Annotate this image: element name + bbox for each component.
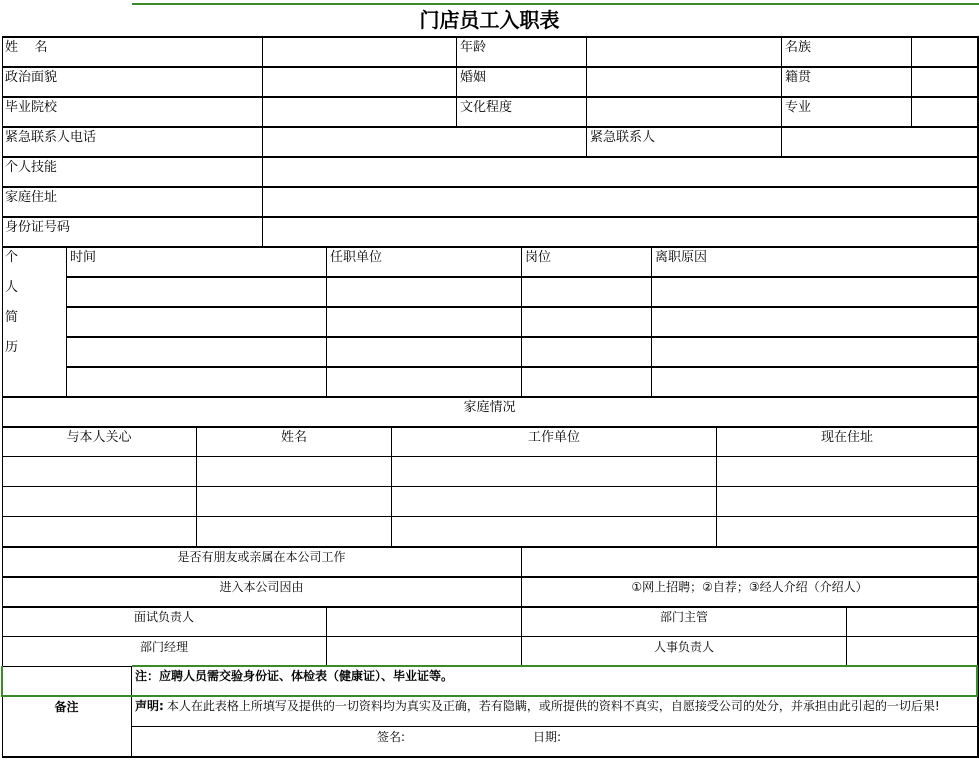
- grid-line: [2, 576, 979, 578]
- resume-header-employer: 任职单位: [330, 250, 383, 265]
- emergency-contact-label: 紧急联系人: [590, 130, 656, 145]
- join-reason-label: 进入本公司因由: [219, 580, 304, 594]
- name-input[interactable]: [263, 38, 456, 66]
- resume-side-label-3: 简: [5, 310, 19, 325]
- grid-line: [2, 36, 3, 758]
- remarks-label: 备注: [54, 700, 79, 714]
- grid-line: [326, 606, 327, 666]
- name-label: 姓 名: [5, 40, 48, 55]
- emergency-contact-input[interactable]: [782, 128, 977, 156]
- political-status-input[interactable]: [263, 68, 456, 96]
- grid-line: [66, 246, 67, 398]
- family-header-address: 现在住址: [820, 430, 873, 445]
- grid-line: [846, 606, 847, 666]
- school-label: 毕业院校: [5, 100, 58, 115]
- family-header-relation: 与本人关心: [66, 430, 132, 445]
- department-manager-input[interactable]: [327, 638, 521, 666]
- resume-header-leave-reason: 离职原因: [655, 250, 708, 265]
- grid-line: [326, 246, 327, 398]
- grid-line: [651, 246, 652, 398]
- selection-border: [1, 695, 132, 697]
- grid-line: [2, 66, 979, 68]
- grid-line: [66, 306, 979, 308]
- grid-line: [391, 426, 392, 548]
- grid-line: [2, 186, 979, 188]
- id-number-input[interactable]: [263, 218, 977, 246]
- marriage-input[interactable]: [587, 68, 781, 96]
- grid-line: [781, 36, 782, 158]
- grid-line: [2, 246, 979, 248]
- hr-label: 人事负责人: [653, 640, 714, 654]
- major-label: 专业: [785, 100, 812, 115]
- grid-line: [131, 666, 132, 758]
- grid-line: [456, 36, 457, 128]
- form-title: 门店员工入职表: [419, 8, 560, 32]
- grid-line: [2, 666, 132, 667]
- address-input[interactable]: [263, 188, 977, 216]
- resume-side-label-2: 人: [5, 280, 19, 295]
- grid-line: [196, 426, 197, 548]
- grid-line: [2, 756, 979, 758]
- grid-line: [66, 366, 979, 368]
- grid-line: [132, 726, 979, 727]
- grid-line: [586, 36, 587, 158]
- hr-input[interactable]: [847, 638, 977, 666]
- join-reason-options: ①网上招聘；②自荐；③经人介绍（介绍人）: [631, 580, 868, 594]
- address-label: 家庭住址: [5, 190, 58, 205]
- skills-label: 个人技能: [5, 160, 58, 175]
- school-input[interactable]: [263, 98, 456, 126]
- selection-border: [132, 665, 978, 667]
- political-status-label: 政治面貌: [5, 70, 58, 85]
- signature-label: 签名:: [377, 730, 406, 744]
- selection-top-border: [132, 3, 979, 5]
- resume-side-label-1: 个: [5, 250, 19, 265]
- id-number-label: 身份证号码: [5, 220, 71, 235]
- statement-text: 本人在此表格上所填写及提供的一切资料均为真实及正确，若有隐瞒，或所提供的资料不真实，自愿接受公司的处分，并承担由此引起的一切后果!: [166, 699, 940, 713]
- resume-side-label-4: 历: [5, 340, 19, 355]
- selection-border: [132, 695, 978, 697]
- ethnicity-label: 名族: [785, 40, 812, 55]
- relatives-answer-input[interactable]: [522, 548, 977, 576]
- grid-line: [2, 396, 979, 398]
- grid-line: [2, 546, 979, 548]
- statement-label: 声明:: [135, 699, 164, 713]
- grid-line: [2, 636, 979, 637]
- resume-header-position: 岗位: [525, 250, 552, 265]
- family-section-title: 家庭情况: [463, 400, 516, 415]
- age-input[interactable]: [587, 38, 781, 66]
- department-manager-label: 部门经理: [139, 640, 188, 654]
- emergency-phone-label: 紧急联系人电话: [5, 130, 97, 145]
- grid-line: [66, 336, 979, 338]
- grid-line: [2, 606, 979, 608]
- emergency-phone-input[interactable]: [263, 128, 586, 156]
- grid-line: [262, 36, 263, 248]
- native-place-label: 籍贯: [785, 70, 812, 85]
- ethnicity-input[interactable]: [912, 38, 977, 66]
- supervisor-label: 部门主管: [659, 610, 708, 624]
- grid-line: [66, 276, 979, 278]
- grid-line: [521, 246, 522, 398]
- family-header-workplace: 工作单位: [527, 430, 580, 445]
- date-label: 日期:: [533, 730, 562, 744]
- grid-line: [716, 426, 717, 548]
- supervisor-input[interactable]: [847, 608, 977, 636]
- grid-line: [2, 36, 979, 38]
- remarks-statement: [132, 696, 977, 716]
- grid-line: [2, 126, 979, 128]
- major-input[interactable]: [912, 98, 977, 126]
- grid-line: [2, 156, 979, 158]
- grid-line: [911, 36, 912, 128]
- marriage-label: 婚姻: [460, 70, 487, 85]
- selection-border: [976, 665, 978, 697]
- grid-line: [521, 546, 522, 666]
- grid-line: [2, 96, 979, 98]
- grid-line: [2, 486, 979, 487]
- relatives-question-label: 是否有朋友或亲属在本公司工作: [177, 550, 346, 564]
- grid-line: [2, 516, 979, 517]
- grid-line: [2, 426, 979, 428]
- selection-border: [1, 666, 3, 697]
- education-label: 文化程度: [460, 100, 513, 115]
- interviewer-label: 面试负责人: [133, 610, 194, 624]
- grid-line: [2, 216, 979, 218]
- family-header-name: 姓名: [280, 430, 307, 445]
- age-label: 年龄: [460, 40, 487, 55]
- remarks-note[interactable]: 注：应聘人员需交验身份证、体检表（健康证）、毕业证等。: [135, 669, 454, 683]
- native-place-input[interactable]: [912, 68, 977, 96]
- grid-line: [2, 456, 979, 457]
- interviewer-input[interactable]: [327, 608, 521, 636]
- skills-input[interactable]: [263, 158, 977, 186]
- resume-header-time: 时间: [70, 250, 97, 265]
- education-input[interactable]: [587, 98, 781, 126]
